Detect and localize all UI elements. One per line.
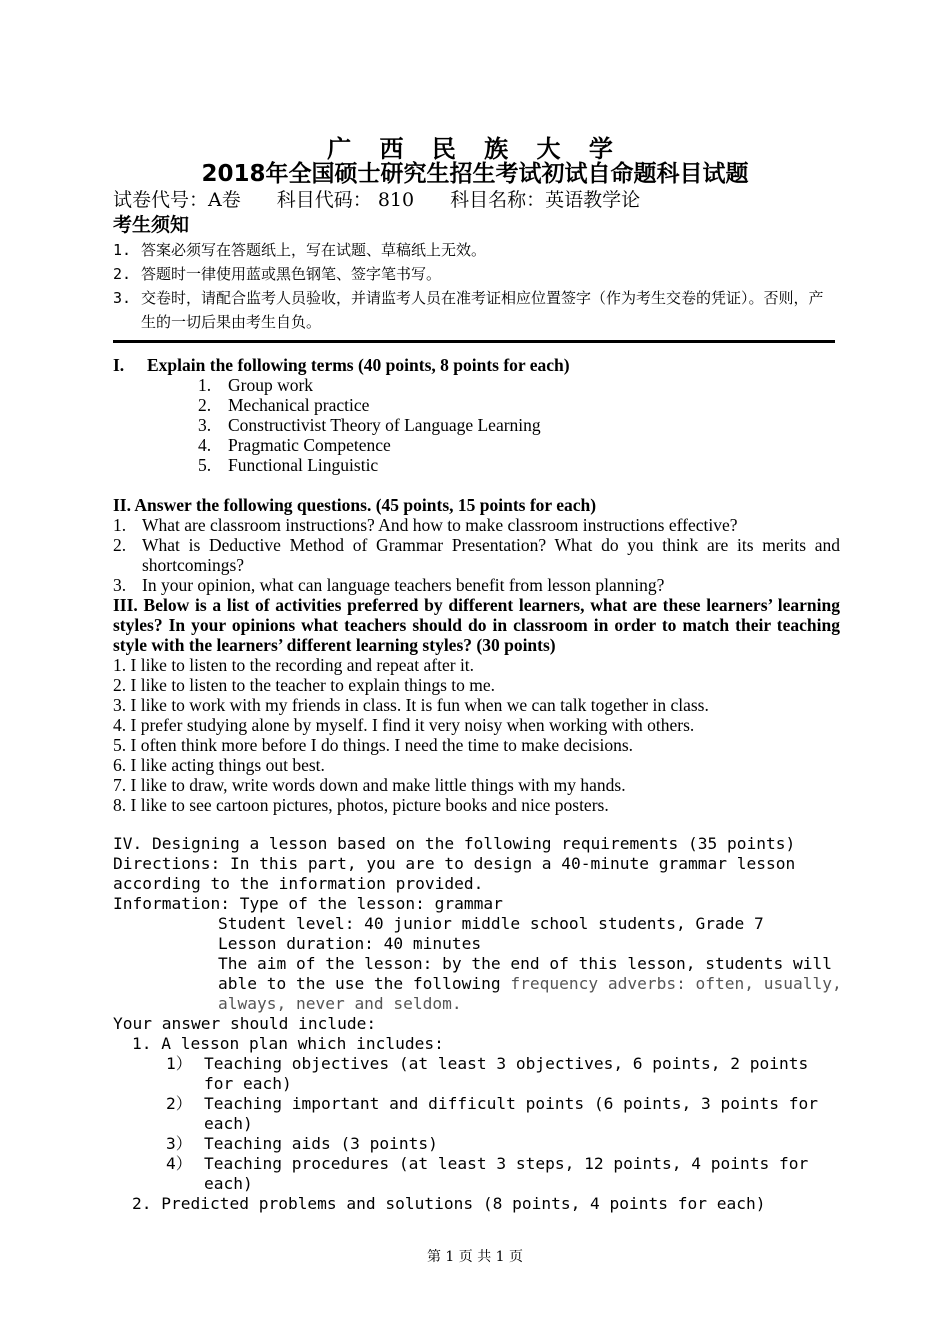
item-text: Teaching important and difficult points (6 points, 3 points for each) [204,1094,818,1133]
section-2-3 [113,495,840,815]
item-text: In your opinion, what can language teachers benefit from lesson planning? [142,575,665,595]
paper-code: 试卷代号：A卷 [113,189,241,211]
student-level: Student level: 40 junior middle school students, Grade 7 [218,914,764,933]
item-number: 4） [166,1154,192,1173]
lesson-plan-item [113,1134,845,1154]
activity-item: 7. I like to draw, write words down and make little things with my hands. [113,775,626,795]
item-number: 1. [198,375,212,395]
notice-list [113,238,838,334]
lesson-aim-adverbs: frequency adverbs: often, usually, always, never and seldom. [218,974,842,1013]
item-text: Functional Linguistic [228,455,379,475]
lesson-plan-item [113,1154,845,1194]
activity-item: 2. I like to listen to the teacher to explain things to me. [113,675,495,695]
section-4-heading: IV. Designing a lesson based on the following requirements (35 points) [113,834,796,853]
notice-item [113,286,838,334]
list-item [113,455,840,475]
activity-item: 3. I like to work with my friends in class. It is fun when we can talk together in class. [113,695,709,715]
item-text: Teaching objectives (at least 3 objectives, 6 points, 2 points for each) [204,1054,809,1093]
lesson-plan-item [113,1094,845,1134]
item-number: 2. [198,395,212,415]
activity-item: 6. I like acting things out best. [113,755,325,775]
item-text: Mechanical practice [228,395,370,415]
list-item [113,375,840,395]
notice-title: 考生须知 [113,214,190,236]
lesson-aim [113,954,845,1014]
item-text: Teaching procedures (at least 3 steps, 12 points, 4 points for each) [204,1154,809,1193]
subject-code: 科目代码： 810 [276,189,415,211]
item-text: Group work [228,375,314,395]
item-number: 2） [166,1094,192,1113]
notice-item-text: 答题时一律使用蓝或黑色钢笔、签字笔书写。 [141,265,442,283]
item-number: 3） [166,1134,192,1153]
list-item [113,515,840,535]
section-1-number: I. [113,355,125,375]
section-1-heading [113,355,840,375]
part-number: 2. [132,1194,152,1213]
section-2-heading: II. Answer the following questions. (45 points, 15 points for each) [113,495,597,515]
notice-item [113,238,838,262]
list-item [113,535,840,575]
notice-item-text: 交卷时，请配合监考人员验收，并请监考人员在准考证相应位置签字（作为考生交卷的凭证）。否则，产生的一切后果由考生自负。 [141,289,824,331]
section-4 [113,834,845,1214]
item-number: 1） [166,1054,192,1073]
section-3-heading: III. Below is a list of activities preferred by different learners, what are these learners’ learning styles? In your opinions what teachers should do in classroom in order to match their teaching style with the learners’ different learning styles? (30 points) [113,595,840,655]
questions-list [113,515,840,595]
part-text: Predicted problems and solutions (8 points, 4 points for each) [161,1194,766,1213]
item-text: What are classroom instructions? And how to make classroom instructions effective? [142,515,738,535]
terms-list [113,375,840,475]
notice-item-number: 2. [113,265,132,283]
lesson-aim-main: The aim of the lesson: by the end of this lesson, students will able to the use the following [218,954,832,993]
item-number: 3. [198,415,212,435]
answer-part-1 [113,1034,845,1054]
university-name: 广 西 民 族 大 学 [327,135,623,163]
activity-item: 5. I often think more before I do things. I need the time to make decisions. [113,735,634,755]
list-item [113,435,840,455]
exam-meta [113,187,670,213]
item-number: 1. [113,515,127,535]
section-4-directions: Directions: In this part, you are to design a 40-minute grammar lesson according to the information provided. [113,854,796,893]
page-footer: 第 1 页 共 1 页 [426,1249,524,1265]
part-text: A lesson plan which includes: [161,1034,444,1053]
item-text: Constructivist Theory of Language Learning [228,415,541,435]
answer-part-2 [113,1194,845,1214]
activity-item: 4. I prefer studying alone by myself. I find it very noisy when working with others. [113,715,695,735]
list-item [113,575,840,595]
item-text: Pragmatic Competence [228,435,391,455]
lesson-duration: Lesson duration: 40 minutes [218,934,482,953]
part-number: 1. [132,1034,152,1053]
item-text: Teaching aids (3 points) [204,1134,438,1153]
item-number: 4. [198,435,212,455]
item-number: 2. [113,535,127,555]
section-1-title: Explain the following terms (40 points, 8 points for each) [147,355,570,375]
item-text: What is Deductive Method of Grammar Presentation? What do you think are its merits and shortcomings? [142,535,840,575]
subject-name: 科目名称：英语教学论 [450,189,641,211]
lesson-plan-item [113,1054,845,1094]
item-number: 3. [113,575,127,595]
notice-item-number: 1. [113,241,132,259]
section-1 [113,355,840,475]
section-divider [113,340,835,343]
list-item [113,415,840,435]
lesson-type: Information: Type of the lesson: grammar [113,894,503,913]
activity-item: 8. I like to see cartoon pictures, photos, picture books and nice posters. [113,795,609,815]
answer-intro: Your answer should include: [113,1014,377,1033]
notice-item-text: 答案必须写在答题纸上，写在试题、草稿纸上无效。 [141,241,487,259]
activity-item: 1. I like to listen to the recording and repeat after it. [113,655,475,675]
notice-item [113,262,838,286]
item-number: 5. [198,455,212,475]
notice-item-number: 3. [113,289,132,307]
exam-title: 2018年全国硕士研究生招生考试初试自命题科目试题 [201,161,749,187]
list-item [113,395,840,415]
